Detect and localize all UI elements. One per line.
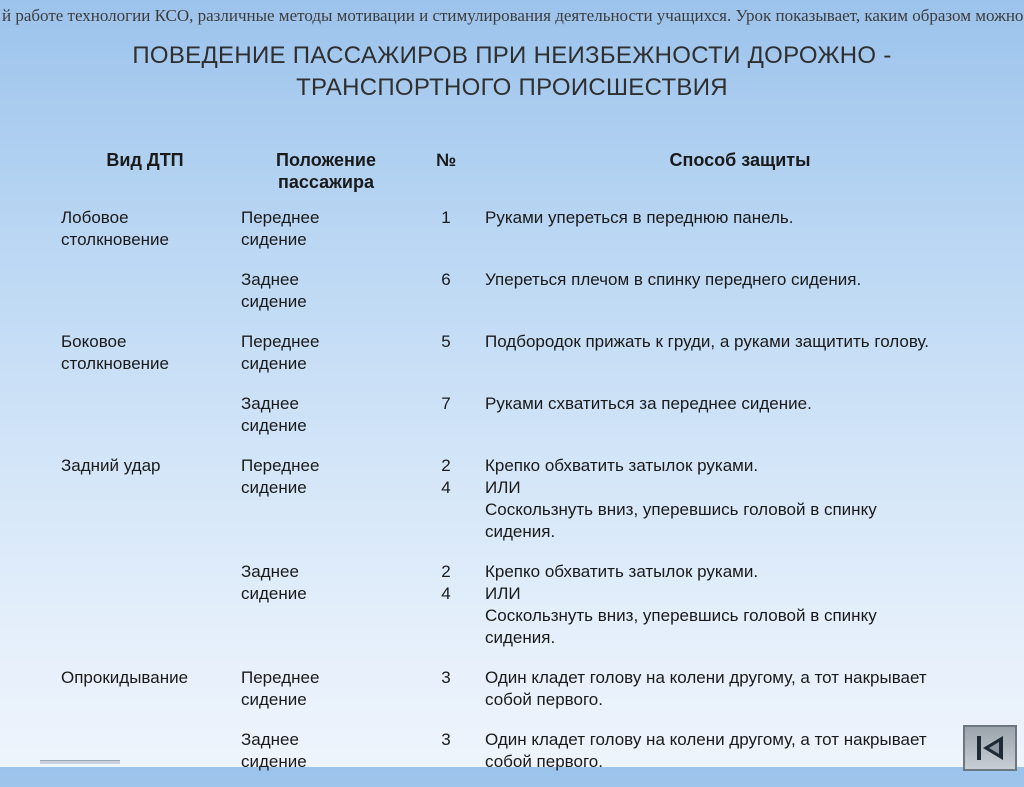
accident-type-text: Опрокидывание [61, 668, 189, 687]
method-text: сидения. [485, 522, 556, 541]
header-number: № [435, 150, 457, 170]
or-text: ИЛИ [485, 478, 521, 497]
header-method: Способ защиты [669, 150, 811, 170]
back-to-start-icon [973, 733, 1007, 763]
position-text: сидение [241, 690, 307, 709]
cell-position [235, 389, 417, 451]
cell-position [235, 203, 417, 265]
method-text: сидения. [485, 628, 556, 647]
cell-accident-type [55, 327, 235, 389]
slide-nav-bar[interactable] [40, 760, 120, 764]
table-row [55, 451, 1005, 557]
cell-method [475, 451, 1005, 557]
table-row [55, 725, 1005, 787]
table-row [55, 327, 1005, 389]
position-text: сидение [241, 416, 307, 435]
or-text: ИЛИ [485, 584, 521, 603]
method-text: Один кладет голову на колени другому, а тот накрывает [485, 730, 927, 749]
position-text: сидение [241, 478, 307, 497]
number-text: 5 [441, 332, 451, 351]
method-text: Подбородок прижать к груди, а руками защитить голову. [485, 332, 930, 351]
method-text: собой первого. [485, 690, 603, 709]
position-text: сидение [241, 752, 307, 771]
cell-method [475, 725, 1005, 787]
number-text: 3 [441, 668, 451, 687]
method-text: Крепко обхватить затылок руками. [485, 456, 759, 475]
cell-number [417, 725, 475, 787]
table-row [55, 557, 1005, 663]
position-text: сидение [241, 292, 307, 311]
title-line-1: ПОВЕДЕНИЕ ПАССАЖИРОВ ПРИ НЕИЗБЕЖНОСТИ ДОРОЖНО - [132, 42, 892, 69]
cell-position [235, 265, 417, 327]
method-text: Руками схватиться за переднее сидение. [485, 394, 812, 413]
cell-method [475, 389, 1005, 451]
position-text: сидение [241, 584, 307, 603]
number-text: 2 [441, 456, 451, 475]
cell-position [235, 663, 417, 725]
cell-position [235, 557, 417, 663]
method-line-with-or [485, 455, 1001, 499]
cell-method [475, 663, 1005, 725]
method-text: Один кладет голову на колени другому, а тот накрывает [485, 668, 927, 687]
number-text: 3 [441, 730, 451, 749]
position-text: Заднее [241, 730, 299, 749]
position-text: Переднее [241, 456, 320, 475]
position-text: Переднее [241, 668, 320, 687]
cell-method [475, 327, 1005, 389]
table-header-row [55, 143, 1005, 203]
cell-accident-type [55, 725, 235, 787]
cell-accident-type [55, 265, 235, 327]
header-position-line-2: пассажира [278, 172, 374, 192]
number-text: 6 [441, 270, 451, 289]
number-text: 4 [441, 584, 451, 603]
cell-number [417, 327, 475, 389]
accident-type-text: Задний удар [61, 456, 161, 475]
method-text: Крепко обхватить затылок руками. [485, 562, 759, 581]
cell-method [475, 203, 1005, 265]
table-row [55, 265, 1005, 327]
cell-accident-type [55, 203, 235, 265]
title-line-2: ТРАНСПОРТНОГО ПРОИСШЕСТВИЯ [296, 74, 728, 101]
cell-number [417, 451, 475, 557]
cell-accident-type [55, 389, 235, 451]
method-text: Руками упереться в переднюю панель. [485, 208, 794, 227]
back-button[interactable] [963, 725, 1017, 771]
cell-accident-type [55, 663, 235, 725]
number-text: 2 [441, 562, 451, 581]
number-text: 1 [441, 208, 451, 227]
cell-method [475, 265, 1005, 327]
cell-position [235, 725, 417, 787]
table-body [55, 203, 1005, 787]
number-text: 7 [441, 394, 451, 413]
cell-accident-type [55, 451, 235, 557]
method-text: Соскользнуть вниз, уперевшись головой в спинку [485, 500, 877, 519]
cell-method [475, 557, 1005, 663]
accident-type-text: Лобовое [61, 208, 129, 227]
accident-type-text: столкновение [61, 230, 170, 249]
method-text: собой первого. [485, 752, 603, 771]
position-text: Заднее [241, 562, 299, 581]
method-text: Соскользнуть вниз, уперевшись головой в спинку [485, 606, 877, 625]
cell-position [235, 451, 417, 557]
position-text: Переднее [241, 208, 320, 227]
method-line-with-or [485, 561, 1001, 605]
cell-number [417, 557, 475, 663]
cell-number [417, 203, 475, 265]
page-title [40, 40, 984, 104]
cell-number [417, 265, 475, 327]
position-text: Заднее [241, 394, 299, 413]
cell-number [417, 663, 475, 725]
header-type: Вид ДТП [106, 150, 184, 170]
table-row [55, 663, 1005, 725]
accident-type-text: Боковое [61, 332, 127, 351]
number-text: 4 [441, 478, 451, 497]
position-text: сидение [241, 354, 307, 373]
accident-type-text: столкновение [61, 354, 170, 373]
table-row [55, 203, 1005, 265]
header-text: й работе технологии КСО, различные методы мотивации и стимулирования деятельности учащихся. Урок показывает, каким образом можно [2, 6, 1024, 25]
table-row [55, 389, 1005, 451]
protection-table [55, 143, 1005, 787]
position-text: Переднее [241, 332, 320, 351]
position-text: сидение [241, 230, 307, 249]
cell-number [417, 389, 475, 451]
position-text: Заднее [241, 270, 299, 289]
cell-accident-type [55, 557, 235, 663]
cell-position [235, 327, 417, 389]
header-position-line-1: Положение [276, 150, 376, 170]
method-text: Упереться плечом в спинку переднего сидения. [485, 270, 862, 289]
header-position [235, 143, 417, 203]
